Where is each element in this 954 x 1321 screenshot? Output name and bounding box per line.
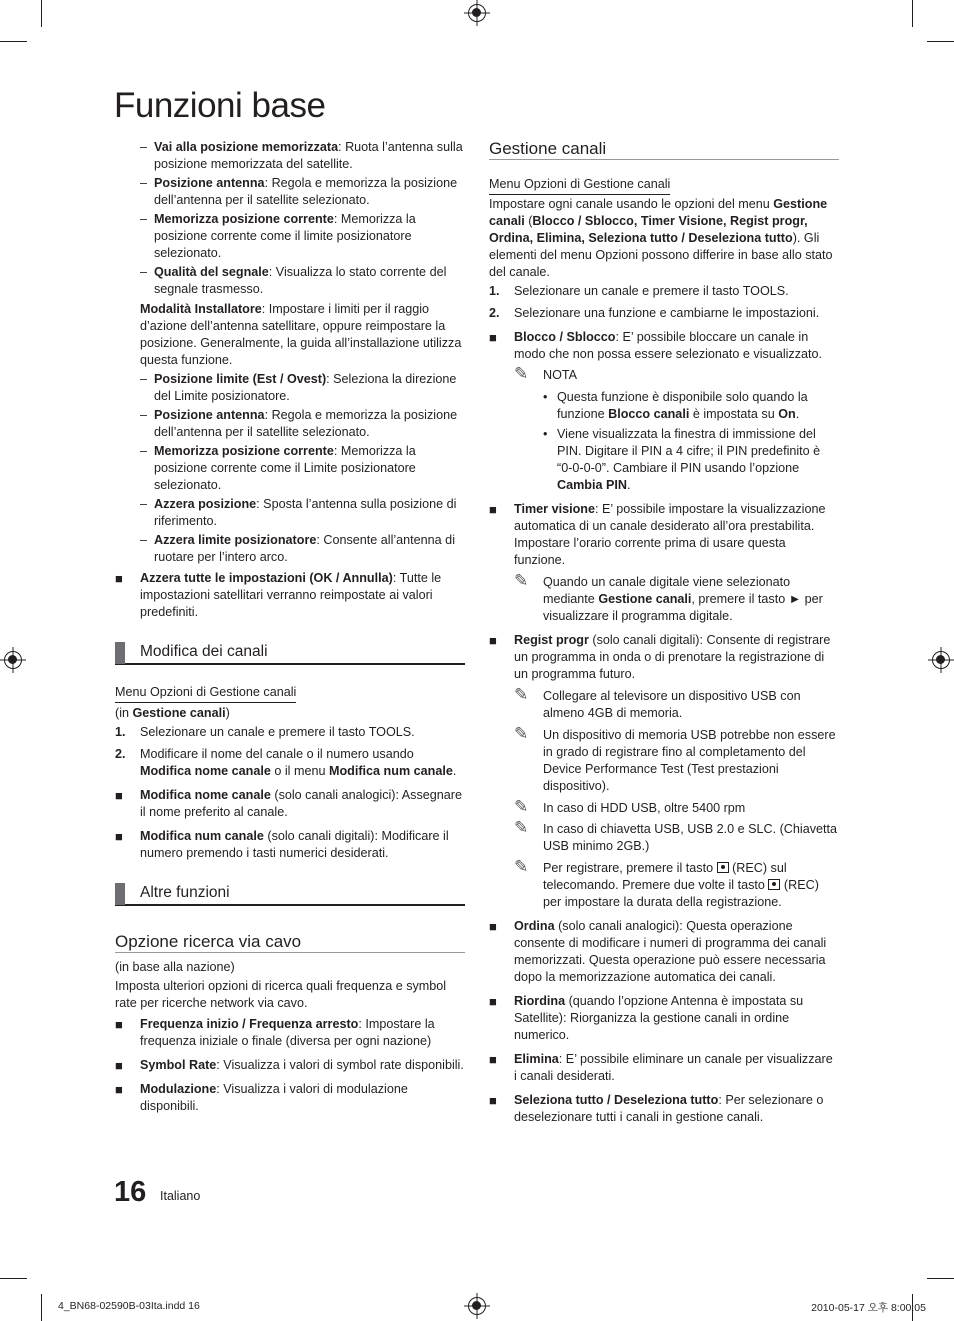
section-intro: Imposta ulteriori opzioni di ricerca quali frequenza e symbol rate per ricerche network via cavo. xyxy=(115,979,447,1010)
note-item: ✎ NOTA xyxy=(514,364,578,383)
list-item: – Vai alla posizione memorizzata: Ruota l’antenna sulla posizione memorizzata del satellite. xyxy=(140,140,463,171)
list-item: ■ Frequenza inizio / Frequenza arresto: Impostare la frequenza iniziale o finale (diversa per ogni nazione) xyxy=(115,1017,435,1048)
section-heading: Modifica dei canali xyxy=(115,643,465,665)
crop-mark xyxy=(927,41,954,42)
pencil-note-icon: ✎ xyxy=(514,364,529,383)
nation-note: (in base alla nazione) xyxy=(115,960,235,974)
crop-mark xyxy=(41,0,42,27)
list-item: ■ Timer visione: E’ possibile impostare la visualizzazione automatica di un canale desiderato all’ora prestabilita. Impostare l’orario corrente prima di usare questa funzione. ✎ Quando un canale digitale viene selezionato mediante Gestione canali, premere il tasto ► per visualizzare il programma digitale. xyxy=(489,501,839,625)
step-item: 1. Selezionare un canale e premere il tasto TOOLS. xyxy=(489,284,789,298)
list-item: – Memorizza posizione corrente: Memorizza la posizione corrente come il Limite posizionatore selezionato. xyxy=(140,444,416,492)
list-item: ■ Modifica nome canale (solo canali analogici): Assegnare il nome preferito al canale. xyxy=(115,788,462,819)
pencil-note-icon: ✎ xyxy=(514,724,529,743)
menu-heading: Menu Opzioni di Gestione canali xyxy=(115,684,296,703)
list-item: – Posizione limite (Est / Ovest): Seleziona la direzione del Limite posizionatore. xyxy=(140,372,457,403)
list-item: – Memorizza posizione corrente: Memorizza la posizione corrente come il limite posizionatore selezionato. xyxy=(140,212,416,260)
registration-mark-icon xyxy=(468,1297,486,1315)
list-item: ■ Modifica num canale (solo canali digitali): Modificare il numero premendo i tasti numerici desiderati. xyxy=(115,829,449,860)
language-label: Italiano xyxy=(160,1189,201,1203)
left-column xyxy=(115,139,465,1115)
page-title: Funzioni base xyxy=(114,86,326,125)
file-name: 4_BN68-02590B-03Ita.indd 16 xyxy=(58,1300,200,1312)
note-item: ✎ Un dispositivo di memoria USB potrebbe non essere in grado di registrare fino al completamento del Device Performance Test (Test prestazioni dispositivo). xyxy=(514,724,836,793)
step-item: 2. Selezionare una funzione e cambiarne le impostazioni. xyxy=(489,306,820,320)
page-number: 16 xyxy=(114,1176,147,1208)
rec-button-icon xyxy=(768,879,780,890)
list-item: – Azzera posizione: Sposta l’antenna sulla posizione di riferimento. xyxy=(140,497,457,528)
note-item: ✎ Collegare al televisore un dispositivo USB con almeno 4GB di memoria. xyxy=(514,685,801,720)
list-item: ■ Riordina (quando l’opzione Antenna è impostata su Satellite): Riorganizza la gestione canali in ordine numerico. xyxy=(489,994,804,1042)
list-item: – Azzera limite posizionatore: Consente all’antenna di ruotare per l’intero arco. xyxy=(140,533,455,564)
section-heading: Opzione ricerca via cavo xyxy=(115,933,465,953)
satellite-list xyxy=(115,139,465,566)
pencil-note-icon: ✎ xyxy=(514,818,529,837)
list-item: ■ Azzera tutte le impostazioni (OK / Annulla): Tutte le impostazioni satellitari verranno reimpostate ai valori predefiniti. xyxy=(115,571,442,619)
crop-mark xyxy=(912,0,913,27)
list-item: – Posizione antenna: Regola e memorizza la posizione dell’antenna per il satellite selezionato. xyxy=(140,176,458,207)
list-item: ■ Ordina (solo canali analogici): Questa operazione consente di modificare i numeri di programma dei canali memorizzati. Questa operazione può essere necessaria dopo la memorizzazione automatica dei canali. xyxy=(489,919,827,984)
registration-mark-icon xyxy=(468,4,486,22)
section-heading: Gestione canali xyxy=(489,140,839,160)
crop-mark xyxy=(0,1278,27,1279)
list-item: ■ Modulazione: Visualizza i valori di modulazione disponibili. xyxy=(115,1082,408,1113)
pencil-note-icon: ✎ xyxy=(514,857,529,876)
pencil-note-icon: ✎ xyxy=(514,571,529,590)
pencil-note-icon: ✎ xyxy=(514,685,529,704)
note-item: ✎ In caso di chiavetta USB, USB 2.0 e SLC. (Chiavetta USB minimo 2GB.) xyxy=(514,818,837,853)
crop-mark xyxy=(41,1294,42,1321)
rec-button-icon xyxy=(717,862,729,873)
list-item: ■ Symbol Rate: Visualizza i valori di symbol rate disponibili. xyxy=(115,1058,464,1073)
section-intro: Impostare ogni canale usando le opzioni del menu Gestione canali (Blocco / Sblocco, Timer Visione, Regist progr, Ordina, Elimina, Seleziona tutto / Deseleziona tutto). Gli elementi del menu Opzioni possono differire in base allo stato del canale. xyxy=(489,197,833,279)
list-item: ■ Blocco / Sblocco: E’ possibile bloccare un canale in modo che non possa essere selezionato e visualizzato. ✎ NOTA • Questa funzione è disponibile solo quando la funzione Blocco canali è impostata su On. • Viene visualizzata la finestra di immissione del PIN. Digitare il PIN a 4 cifre; il PIN predefinito è “0-0-0-0”. Cambiare il PIN usando l’opzione Cambia PIN. xyxy=(489,329,839,494)
registration-mark-icon xyxy=(932,651,950,669)
print-datetime: 2010-05-17 오후 8:00:05 xyxy=(811,1302,926,1314)
menu-heading: Menu Opzioni di Gestione canali xyxy=(489,176,670,195)
registration-mark-icon xyxy=(4,651,22,669)
note-item: ✎ In caso di HDD USB, oltre 5400 rpm xyxy=(514,797,746,816)
list-item: • Viene visualizzata la finestra di immissione del PIN. Digitare il PIN a 4 cifre; il PIN predefinito è “0-0-0-0”. Cambiare il PIN usando l’opzione Cambia PIN. xyxy=(543,427,821,492)
crop-mark xyxy=(927,1278,954,1279)
list-item: – Posizione antenna: Regola e memorizza la posizione dell’antenna per il satellite selezionato. xyxy=(140,408,458,439)
list-item: ■ Regist progr (solo canali digitali): Consente di registrare un programma in onda o di prenotare la registrazione di un programma futuro. ✎ Collegare al televisore un dispositivo USB con almeno 4GB di memoria. ✎ Un dispositivo di memoria USB potrebbe non essere in grado di registrare fino al completamento del Device Performance Test (Test prestazioni dispositivo). ✎ In caso di HDD USB, oltre 5400 rpm ✎ In caso di chiavetta USB, USB 2.0 e SLC. (Chiavetta USB minimo 2GB.) ✎ Per registrare, premere il tasto (REC) sul telecomando. Premere due volte il tasto (REC) per impostare la durata della registrazione. xyxy=(489,633,837,909)
list-item: • Questa funzione è disponibile solo quando la funzione Blocco canali è impostata su On. xyxy=(543,390,808,421)
installer-mode: Modalità Installatore: Impostare i limiti per il raggio d’azione dell’antenna satellitare, oppure reimpostare la posizione. Generalmente, la guida all’installazione utilizza questa funzione. xyxy=(140,302,462,367)
list-item: – Qualità del segnale: Visualizza lo stato corrente del segnale trasmesso. xyxy=(140,265,447,296)
step-item: 2. Modificare il nome del canale o il numero usando Modifica nome canale o il menu Modifica num canale. xyxy=(115,747,457,778)
crop-mark xyxy=(0,41,27,42)
note-item: ✎ Quando un canale digitale viene selezionato mediante Gestione canali, premere il tasto ► per visualizzare il programma digitale. xyxy=(514,571,823,623)
list-item: ■ Elimina: E’ possibile eliminare un canale per visualizzare i canali desiderati. xyxy=(489,1052,833,1083)
section-heading: Altre funzioni xyxy=(115,884,465,906)
pencil-note-icon: ✎ xyxy=(514,797,529,816)
step-item: 1. Selezionare un canale e premere il tasto TOOLS. xyxy=(115,725,415,739)
note-item: ✎ Per registrare, premere il tasto (REC) sul telecomando. Premere due volte il tasto (REC) per impostare la durata della registrazione. xyxy=(514,857,819,909)
menu-context: (in Gestione canali) xyxy=(115,706,230,720)
list-item: ■ Seleziona tutto / Deseleziona tutto: Per selezionare o deselezionare tutti i canali in gestione canali. xyxy=(489,1093,824,1124)
right-column xyxy=(489,140,839,1126)
